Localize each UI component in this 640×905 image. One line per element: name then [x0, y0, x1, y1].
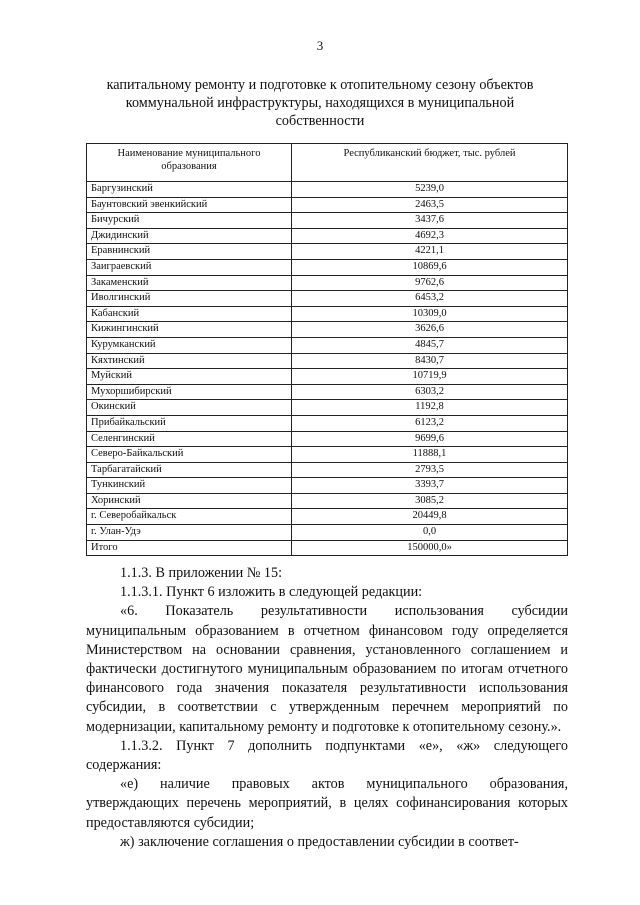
municipality-name: Иволгинский [87, 291, 292, 307]
municipality-name: Джидинский [87, 228, 292, 244]
budget-value: 4845,7 [292, 337, 568, 353]
table-row [87, 197, 568, 213]
municipality-name: Итого [87, 540, 292, 556]
budget-value: 9762,6 [292, 275, 568, 291]
table-row [87, 369, 568, 385]
column-header-municipality: Наименование муниципального образования [87, 144, 292, 182]
municipality-name: Тункинский [87, 478, 292, 494]
table-row [87, 306, 568, 322]
municipality-name: г. Северобайкальск [87, 509, 292, 525]
paragraph: ж) заключение соглашения о предоставлении субсидии в соответ- [120, 833, 519, 850]
table-row [87, 540, 568, 556]
table-row [87, 291, 568, 307]
table-row [87, 275, 568, 291]
budget-value: 3626,6 [292, 322, 568, 338]
municipality-name: Северо-Байкальский [87, 447, 292, 463]
budget-value: 2793,5 [292, 462, 568, 478]
budget-value: 0,0 [292, 525, 568, 541]
municipality-name: Бичурский [87, 213, 292, 229]
table-header-row [87, 144, 568, 182]
budget-value: 9699,6 [292, 431, 568, 447]
table-row [87, 353, 568, 369]
budget-value: 20449,8 [292, 509, 568, 525]
municipality-name: Окинский [87, 400, 292, 416]
budget-table [86, 143, 568, 556]
municipality-name: Кабанский [87, 306, 292, 322]
budget-value: 6303,2 [292, 384, 568, 400]
table-body [87, 182, 568, 556]
column-header-budget: Республиканский бюджет, тыс. рублей [292, 144, 568, 182]
municipality-name: Тарбагатайский [87, 462, 292, 478]
budget-value: 6123,2 [292, 415, 568, 431]
budget-value: 2463,5 [292, 197, 568, 213]
budget-value: 4692,3 [292, 228, 568, 244]
heading-line: собственности [275, 113, 365, 129]
budget-value: 6453,2 [292, 291, 568, 307]
budget-value: 10309,0 [292, 306, 568, 322]
table-row [87, 322, 568, 338]
table-row [87, 525, 568, 541]
page-number: 3 [316, 38, 324, 53]
municipality-name: Баргузинский [87, 182, 292, 198]
budget-value: 5239,0 [292, 182, 568, 198]
budget-value: 10719,9 [292, 369, 568, 385]
document-heading [80, 76, 560, 130]
paragraph: 1.1.3.2. Пункт 7 дополнить подпунктами «е», «ж» следующего содержания: [86, 737, 568, 774]
table-row [87, 400, 568, 416]
municipality-name: Селенгинский [87, 431, 292, 447]
municipality-name: Еравнинский [87, 244, 292, 260]
table-row [87, 509, 568, 525]
table-row [87, 415, 568, 431]
municipality-name: Баунтовский эвенкийский [87, 197, 292, 213]
table-row [87, 259, 568, 275]
table-row [87, 337, 568, 353]
budget-value: 150000,0» [292, 540, 568, 556]
municipality-name: Прибайкальский [87, 415, 292, 431]
municipality-name: Хоринский [87, 493, 292, 509]
document-body [86, 564, 568, 852]
budget-value: 11888,1 [292, 447, 568, 463]
table-row [87, 447, 568, 463]
paragraph: «е) наличие правовых актов муниципального образования, утверждающих перечень мероприятий, в целях софинансирования которых предоставляются субсидии; [86, 776, 568, 831]
table-row [87, 493, 568, 509]
table-row [87, 431, 568, 447]
table-row [87, 182, 568, 198]
paragraph: 1.1.3.1. Пункт 6 изложить в следующей редакции: [120, 584, 423, 601]
budget-value: 1192,8 [292, 400, 568, 416]
table-row [87, 244, 568, 260]
municipality-name: Закаменский [87, 275, 292, 291]
heading-line: капитальному ремонту и подготовке к отопительному сезону объектов [106, 77, 534, 93]
municipality-name: Муйский [87, 369, 292, 385]
municipality-name: г. Улан-Удэ [87, 525, 292, 541]
municipality-name: Кяхтинский [87, 353, 292, 369]
budget-value: 8430,7 [292, 353, 568, 369]
table-row [87, 462, 568, 478]
municipality-name: Кижингинский [87, 322, 292, 338]
budget-value: 4221,1 [292, 244, 568, 260]
table-row [87, 384, 568, 400]
heading-line: коммунальной инфраструктуры, находящихся в муниципальной [125, 95, 515, 111]
table-row [87, 228, 568, 244]
municipality-name: Курумканский [87, 337, 292, 353]
table-row [87, 478, 568, 494]
municipality-name: Заиграевский [87, 259, 292, 275]
budget-value: 10869,6 [292, 259, 568, 275]
budget-value: 3437,6 [292, 213, 568, 229]
paragraph: «6. Показатель результативности использования субсидии муниципальным образованием в отчетном финансовом году определяется Министерством на основании сравнения, установленного соглашением и фактически достигнутого муниципальным образованием по итогам отчетного финансового года значения показателя результативности использования субсидии, в соответствии с утвержденным перечнем мероприятий по модернизации, капитальному ремонту и подготовке к отопительному сезону.». [86, 603, 568, 735]
table-row [87, 213, 568, 229]
budget-value: 3085,2 [292, 493, 568, 509]
budget-value: 3393,7 [292, 478, 568, 494]
paragraph: 1.1.3. В приложении № 15: [120, 565, 283, 581]
municipality-name: Мухоршибирский [87, 384, 292, 400]
